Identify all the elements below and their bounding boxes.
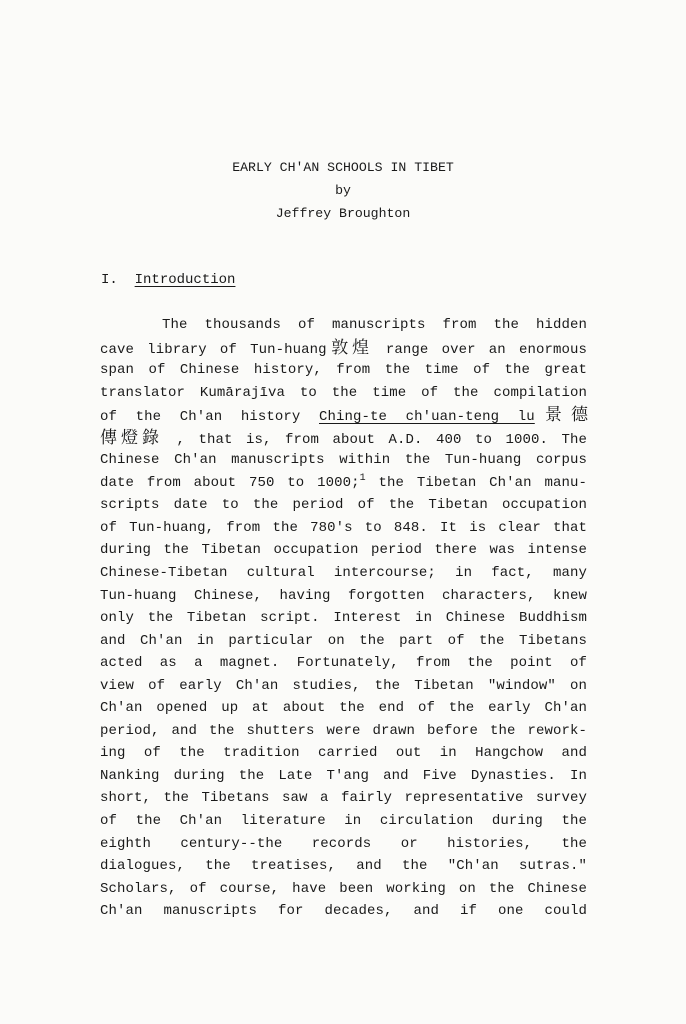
text-line: of the Ch'an history Ching-te ch'uan-teng lu景德 [100, 405, 587, 426]
body-paragraph [100, 314, 587, 923]
text-line: view of early Ch'an studies, the Tibetan "window" on [100, 677, 587, 694]
chinese-characters: 傳燈錄 [100, 427, 163, 448]
text-line: only the Tibetan script. Interest in Chinese Buddhism [100, 610, 587, 627]
text-line: Tun-huang Chinese, having forgotten characters, knew [100, 587, 587, 604]
text-line: Chinese Ch'an manuscripts within the Tun-huang corpus [100, 452, 587, 469]
section-title: Introduction [134, 272, 236, 288]
author-name: Jeffrey Broughton [275, 206, 411, 221]
section-heading [101, 270, 235, 290]
text-line: eighth century--the records or histories, the [100, 835, 587, 852]
footnote-marker: 1 [359, 472, 366, 484]
text-line: of the Ch'an literature in circulation during the [100, 813, 587, 830]
section-number: I. [101, 272, 118, 288]
text-line: The thousands of manuscripts from the hidden [162, 317, 587, 333]
text-line: ing of the tradition carried out in Hangchow and [100, 745, 587, 762]
text-line: of Tun-huang, from the 780's to 848. It is clear that [100, 519, 587, 536]
text-line: acted as a magnet. Fortunately, from the point of [100, 655, 587, 672]
text-line: period, and the shutters were drawn before the rework- [100, 722, 587, 739]
document-title: EARLY CH'AN SCHOOLS IN TIBET [232, 160, 454, 175]
text-line: Chinese-Tibetan cultural intercourse; in fact, many [100, 565, 587, 582]
chinese-characters: 景德 [534, 405, 587, 426]
text-line: Scholars, of course, have been working on the Chinese [100, 880, 587, 897]
text-line: short, the Tibetans saw a fairly representative survey [100, 790, 587, 807]
text-line: cave library of Tun-huang敦煌 range over an enormous [100, 337, 587, 358]
text-line: Ch'an opened up at about the end of the early Ch'an [100, 700, 587, 717]
text-line: Ch'an manuscripts for decades, and if one could [100, 903, 587, 920]
text-line: 傳燈錄 , that is, from about A.D. 400 to 1000. The [100, 427, 587, 448]
text-line: translator Kumārajīva to the time of the compilation [100, 384, 587, 401]
text-line: and Ch'an in particular on the part of the Tibetans [100, 632, 587, 649]
text-line: during the Tibetan occupation period there was intense [100, 542, 587, 559]
text-line: Nanking during the Late T'ang and Five Dynasties. In [100, 767, 587, 784]
text-line: span of Chinese history, from the time of the great [100, 362, 587, 379]
text-line: dialogues, the treatises, and the "Ch'an sutras." [100, 858, 587, 875]
book-title: Ching-te ch'uan-teng lu [319, 409, 535, 426]
text-line: scripts date to the period of the Tibetan occupation [100, 497, 587, 514]
chinese-characters: 敦煌 [326, 337, 373, 358]
text-line: date from about 750 to 1000;$^1$ the Tibetan Ch'an manu- [100, 472, 587, 491]
byline: by [335, 183, 351, 198]
